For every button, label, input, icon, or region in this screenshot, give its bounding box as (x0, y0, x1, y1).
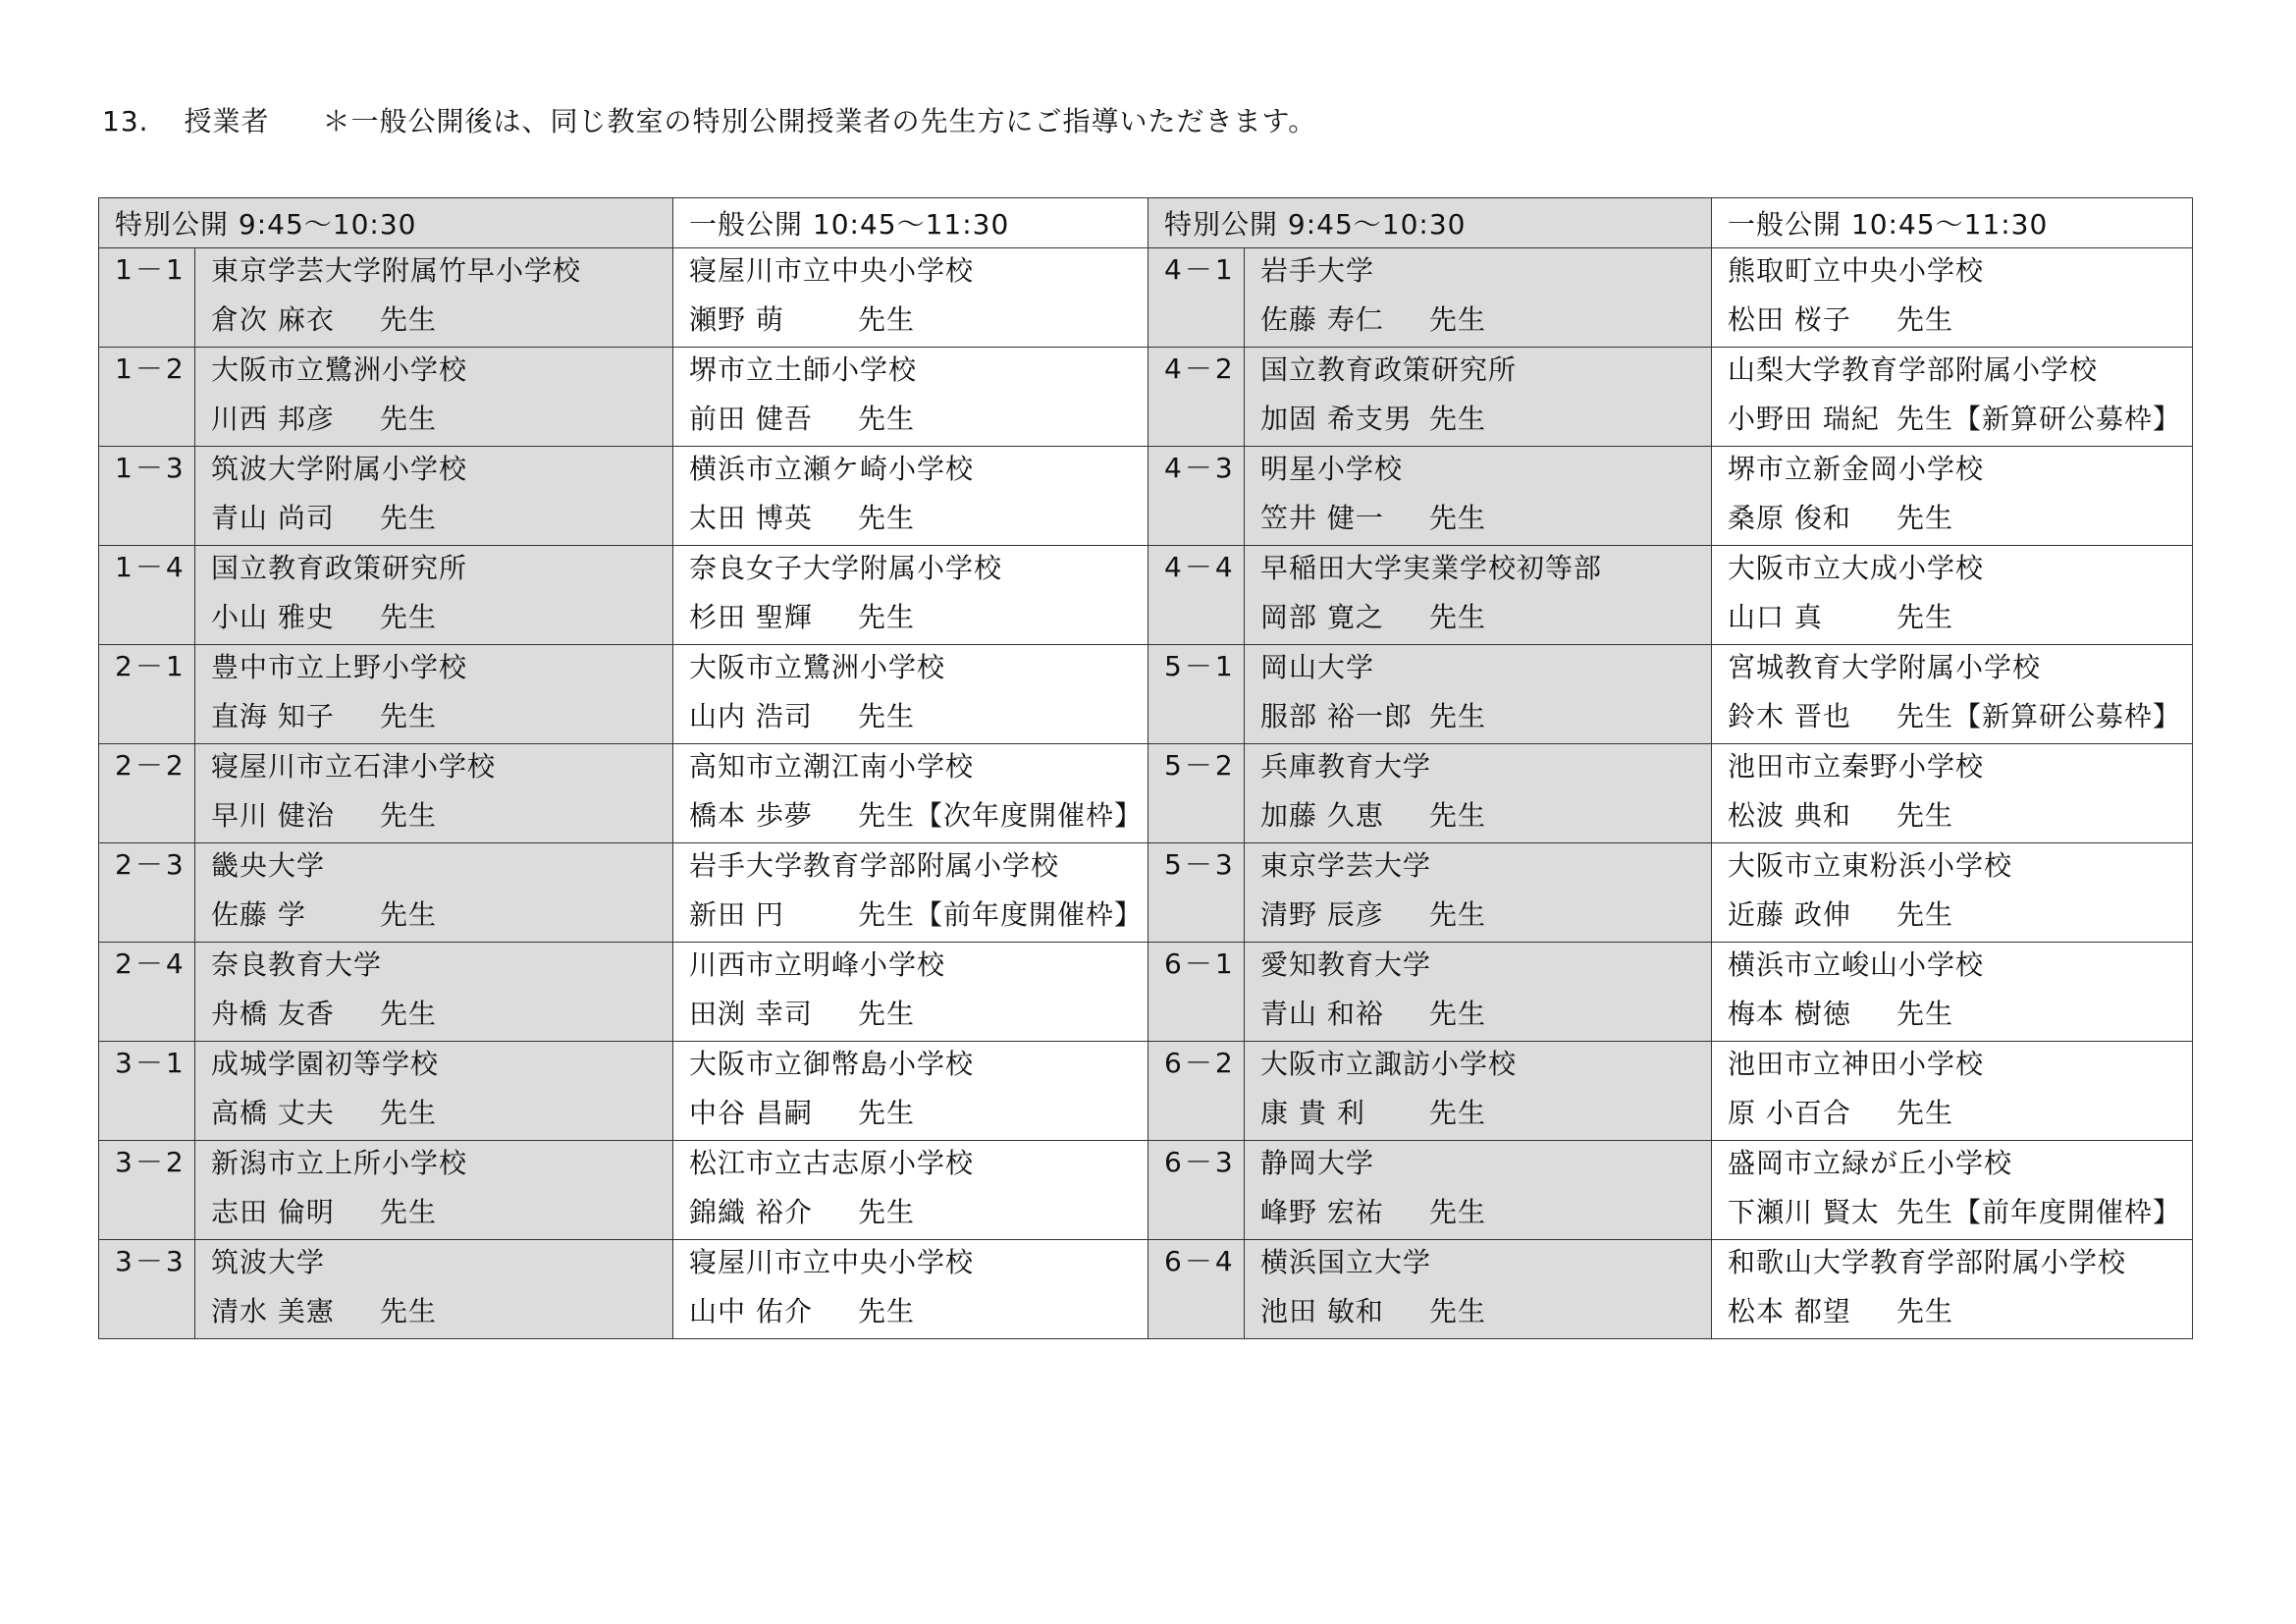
special-cell (1245, 1042, 1712, 1141)
teacher-line (689, 494, 1148, 543)
teacher-name: 直海 知子 (211, 700, 335, 732)
special-cell (1245, 843, 1712, 943)
teacher-line (211, 1089, 672, 1138)
teacher-name: 杉田 聖輝 (689, 601, 813, 633)
school-name: 畿央大学 (211, 849, 326, 882)
teacher-line (1260, 494, 1711, 543)
teacher-suffix: 先生 (1429, 700, 1487, 732)
teacher-suffix: 先生 (380, 1295, 438, 1327)
teacher-suffix: 先生【新算研公募枠】 (1896, 700, 2182, 732)
teacher-suffix: 先生 (380, 403, 438, 435)
school-name: 横浜国立大学 (1260, 1246, 1432, 1278)
teacher-line (1728, 990, 2192, 1039)
teacher-name: 田渕 幸司 (689, 998, 813, 1030)
special-cell (195, 447, 673, 546)
teacher-suffix: 先生 (380, 1196, 438, 1228)
special-cell (195, 744, 673, 843)
teacher-line (211, 1188, 672, 1237)
teacher-name: 新田 円 (689, 898, 784, 931)
teacher-line (689, 1188, 1148, 1237)
teacher-line (1728, 1287, 2192, 1336)
school-name: 豊中市立上野小学校 (211, 651, 468, 683)
special-cell (195, 645, 673, 744)
school-name: 東京学芸大学 (1260, 849, 1432, 882)
teacher-suffix: 先生 (380, 898, 438, 931)
teacher-name: 服部 裕一郎 (1260, 700, 1413, 732)
teacher-name: 山中 佑介 (689, 1295, 813, 1327)
table-row (99, 1141, 2193, 1240)
general-cell (1712, 943, 2193, 1042)
class-code: 3－3 (99, 1240, 195, 1339)
teacher-name: 太田 博英 (689, 502, 813, 534)
school-name: 筑波大学附属小学校 (211, 453, 468, 485)
general-cell (673, 645, 1148, 744)
school-name: 堺市立土師小学校 (689, 353, 918, 386)
general-cell (673, 447, 1148, 546)
teacher-name: 加固 希支男 (1260, 403, 1413, 435)
teacher-name: 桑原 俊和 (1728, 502, 1851, 534)
teacher-suffix: 先生 (380, 601, 438, 633)
special-cell (1245, 943, 1712, 1042)
teacher-line (689, 791, 1148, 840)
header-general-right: 一般公開 10:45～11:30 (1712, 198, 2193, 248)
teacher-suffix: 先生 (380, 700, 438, 732)
school-name: 宮城教育大学附属小学校 (1728, 651, 2042, 683)
class-code: 5－3 (1148, 843, 1245, 943)
teacher-line (1260, 1188, 1711, 1237)
school-name: 大阪市立御幣島小学校 (689, 1048, 975, 1080)
table-row (99, 943, 2193, 1042)
school-name: 横浜市立瀬ケ崎小学校 (689, 453, 975, 485)
school-name: 寝屋川市立中央小学校 (689, 1246, 975, 1278)
teacher-line (689, 692, 1148, 741)
teacher-suffix: 先生 (1429, 601, 1487, 633)
class-code: 5－1 (1148, 645, 1245, 744)
teacher-name: 松本 都望 (1728, 1295, 1851, 1327)
general-cell (673, 546, 1148, 645)
general-cell (1712, 645, 2193, 744)
teacher-line (1260, 593, 1711, 642)
table-row (99, 1240, 2193, 1339)
school-name: 奈良教育大学 (211, 948, 383, 981)
class-code: 2－4 (99, 943, 195, 1042)
teacher-name: 佐藤 寿仁 (1260, 303, 1384, 336)
general-cell (1712, 1141, 2193, 1240)
school-name: 川西市立明峰小学校 (689, 948, 946, 981)
teacher-suffix: 先生 (1429, 502, 1487, 534)
teacher-line (211, 791, 672, 840)
section-title: 授業者 (184, 105, 270, 137)
general-cell (1712, 1240, 2193, 1339)
teacher-suffix: 先生 (1896, 1097, 1954, 1129)
teacher-name: 小野田 瑞紀 (1728, 403, 1880, 435)
teacher-line (689, 1089, 1148, 1138)
teacher-suffix: 先生 (380, 303, 438, 336)
school-name: 大阪市立東粉浜小学校 (1728, 849, 2013, 882)
table-header-row (99, 198, 2193, 248)
school-name: 早稲田大学実業学校初等部 (1260, 552, 1603, 584)
school-name: 兵庫教育大学 (1260, 750, 1432, 783)
class-code: 5－2 (1148, 744, 1245, 843)
school-name: 静岡大学 (1260, 1147, 1375, 1179)
teacher-suffix: 先生 (858, 1196, 916, 1228)
teacher-line (1260, 395, 1711, 444)
special-cell (195, 1042, 673, 1141)
teacher-line (211, 891, 672, 940)
teacher-name: 原 小百合 (1728, 1097, 1851, 1129)
general-cell (1712, 348, 2193, 447)
general-cell (1712, 546, 2193, 645)
teacher-line (1728, 1188, 2192, 1237)
general-cell (1712, 447, 2193, 546)
table-row (99, 645, 2193, 744)
header-special-left: 特別公開 9:45～10:30 (99, 198, 673, 248)
teacher-suffix: 先生 (858, 1097, 916, 1129)
teacher-name: 康 貴 利 (1260, 1097, 1365, 1129)
teacher-name: 舟橋 友香 (211, 998, 335, 1030)
header-general-left: 一般公開 10:45～11:30 (673, 198, 1148, 248)
teacher-suffix: 先生 (1429, 799, 1487, 832)
special-cell (195, 943, 673, 1042)
teacher-line (1260, 791, 1711, 840)
table-row (99, 1042, 2193, 1141)
class-code: 6－2 (1148, 1042, 1245, 1141)
teacher-name: 青山 和裕 (1260, 998, 1384, 1030)
teacher-schedule-table (98, 197, 2193, 1339)
class-code: 4－1 (1148, 248, 1245, 348)
general-cell (673, 744, 1148, 843)
school-name: 明星小学校 (1260, 453, 1404, 485)
teacher-line (689, 296, 1148, 345)
special-cell (1245, 447, 1712, 546)
teacher-suffix: 先生 (1429, 303, 1487, 336)
school-name: 山梨大学教育学部附属小学校 (1728, 353, 2099, 386)
teacher-suffix: 先生 (858, 403, 916, 435)
teacher-suffix: 先生 (380, 502, 438, 534)
school-name: 盛岡市立緑が丘小学校 (1728, 1147, 2013, 1179)
teacher-line (1728, 494, 2192, 543)
class-code: 1－3 (99, 447, 195, 546)
class-code: 2－2 (99, 744, 195, 843)
teacher-name: 清水 美憲 (211, 1295, 335, 1327)
special-cell (195, 546, 673, 645)
special-cell (1245, 645, 1712, 744)
teacher-name: 池田 敏和 (1260, 1295, 1384, 1327)
teacher-line (211, 692, 672, 741)
class-code: 1－2 (99, 348, 195, 447)
teacher-line (1728, 1089, 2192, 1138)
teacher-name: 小山 雅史 (211, 601, 335, 633)
class-code: 1－4 (99, 546, 195, 645)
teacher-line (1728, 593, 2192, 642)
special-cell (1245, 744, 1712, 843)
school-name: 大阪市立鷺洲小学校 (689, 651, 946, 683)
teacher-name: 笠井 健一 (1260, 502, 1384, 534)
teacher-name: 中谷 昌嗣 (689, 1097, 813, 1129)
special-cell (195, 1240, 673, 1339)
teacher-suffix: 先生 (1429, 1196, 1487, 1228)
school-name: 国立教育政策研究所 (211, 552, 468, 584)
teacher-line (211, 395, 672, 444)
general-cell (673, 1240, 1148, 1339)
teacher-name: 志田 倫明 (211, 1196, 335, 1228)
general-cell (1712, 248, 2193, 348)
teacher-suffix: 先生 (1896, 799, 1954, 832)
teacher-suffix: 先生 (858, 303, 916, 336)
teacher-line (211, 990, 672, 1039)
teacher-suffix: 先生【次年度開催枠】 (858, 799, 1144, 832)
teacher-name: 高橋 丈夫 (211, 1097, 335, 1129)
teacher-line (1260, 990, 1711, 1039)
teacher-suffix: 先生【前年度開催枠】 (1896, 1196, 2182, 1228)
teacher-name: 橋本 歩夢 (689, 799, 813, 832)
school-name: 筑波大学 (211, 1246, 326, 1278)
class-code: 3－2 (99, 1141, 195, 1240)
teacher-line (1728, 296, 2192, 345)
school-name: 和歌山大学教育学部附属小学校 (1728, 1246, 2127, 1278)
school-name: 松江市立古志原小学校 (689, 1147, 975, 1179)
teacher-line (689, 891, 1148, 940)
school-name: 愛知教育大学 (1260, 948, 1432, 981)
school-name: 池田市立秦野小学校 (1728, 750, 1985, 783)
class-code: 4－3 (1148, 447, 1245, 546)
teacher-suffix: 先生 (380, 1097, 438, 1129)
teacher-name: 青山 尚司 (211, 502, 335, 534)
teacher-name: 瀬野 萌 (689, 303, 784, 336)
school-name: 熊取町立中央小学校 (1728, 254, 1985, 287)
teacher-name: 峰野 宏祐 (1260, 1196, 1384, 1228)
teacher-line (1260, 296, 1711, 345)
school-name: 岡山大学 (1260, 651, 1375, 683)
school-name: 寝屋川市立中央小学校 (689, 254, 975, 287)
class-code: 6－4 (1148, 1240, 1245, 1339)
school-name: 岩手大学教育学部附属小学校 (689, 849, 1060, 882)
section-heading (102, 102, 1316, 141)
teacher-name: 松田 桜子 (1728, 303, 1851, 336)
class-code: 2－3 (99, 843, 195, 943)
teacher-suffix: 先生【新算研公募枠】 (1896, 403, 2182, 435)
teacher-suffix: 先生 (1429, 998, 1487, 1030)
school-name: 岩手大学 (1260, 254, 1375, 287)
teacher-line (1260, 1287, 1711, 1336)
table-row (99, 843, 2193, 943)
teacher-suffix: 先生 (380, 799, 438, 832)
general-cell (673, 1141, 1148, 1240)
header-special-right: 特別公開 9:45～10:30 (1148, 198, 1712, 248)
class-code: 6－3 (1148, 1141, 1245, 1240)
school-name: 新潟市立上所小学校 (211, 1147, 468, 1179)
teacher-line (689, 1287, 1148, 1336)
school-name: 奈良女子大学附属小学校 (689, 552, 1003, 584)
special-cell (195, 348, 673, 447)
teacher-line (211, 593, 672, 642)
teacher-line (211, 1287, 672, 1336)
school-name: 堺市立新金岡小学校 (1728, 453, 1985, 485)
teacher-name: 前田 健吾 (689, 403, 813, 435)
teacher-name: 早川 健治 (211, 799, 335, 832)
special-cell (1245, 248, 1712, 348)
teacher-name: 清野 辰彦 (1260, 898, 1384, 931)
class-code: 4－2 (1148, 348, 1245, 447)
general-cell (673, 248, 1148, 348)
teacher-line (689, 593, 1148, 642)
table-row (99, 348, 2193, 447)
teacher-line (1728, 891, 2192, 940)
school-name: 東京学芸大学附属竹早小学校 (211, 254, 582, 287)
teacher-line (1728, 692, 2192, 741)
teacher-line (689, 395, 1148, 444)
teacher-name: 近藤 政伸 (1728, 898, 1851, 931)
teacher-suffix: 先生 (1896, 303, 1954, 336)
teacher-line (1260, 692, 1711, 741)
general-cell (673, 943, 1148, 1042)
general-cell (673, 843, 1148, 943)
teacher-line (1728, 395, 2192, 444)
teacher-suffix: 先生 (858, 502, 916, 534)
teacher-name: 加藤 久恵 (1260, 799, 1384, 832)
special-cell (1245, 1240, 1712, 1339)
teacher-line (1260, 891, 1711, 940)
teacher-suffix: 先生 (1429, 1295, 1487, 1327)
table-row (99, 744, 2193, 843)
table-row (99, 248, 2193, 348)
teacher-name: 山内 浩司 (689, 700, 813, 732)
teacher-suffix: 先生 (1896, 998, 1954, 1030)
special-cell (195, 843, 673, 943)
general-cell (673, 348, 1148, 447)
teacher-name: 川西 邦彦 (211, 403, 335, 435)
school-name: 大阪市立鷺洲小学校 (211, 353, 468, 386)
special-cell (195, 248, 673, 348)
class-code: 1－1 (99, 248, 195, 348)
school-name: 寝屋川市立石津小学校 (211, 750, 497, 783)
general-cell (1712, 1042, 2193, 1141)
school-name: 国立教育政策研究所 (1260, 353, 1518, 386)
general-cell (673, 1042, 1148, 1141)
teacher-name: 下瀬川 賢太 (1728, 1196, 1880, 1228)
teacher-suffix: 先生 (1896, 502, 1954, 534)
section-note: ＊一般公開後は、同じ教室の特別公開授業者の先生方にご指導いただきます。 (322, 105, 1317, 137)
school-name: 成城学園初等学校 (211, 1048, 440, 1080)
teacher-name: 山口 真 (1728, 601, 1823, 633)
school-name: 大阪市立諏訪小学校 (1260, 1048, 1518, 1080)
table-row (99, 447, 2193, 546)
table-body (99, 248, 2193, 1339)
teacher-name: 梅本 樹徳 (1728, 998, 1851, 1030)
special-cell (1245, 348, 1712, 447)
teacher-suffix: 先生 (1429, 1097, 1487, 1129)
table-row (99, 546, 2193, 645)
special-cell (195, 1141, 673, 1240)
school-name: 池田市立神田小学校 (1728, 1048, 1985, 1080)
class-code: 6－1 (1148, 943, 1245, 1042)
teacher-name: 松波 典和 (1728, 799, 1851, 832)
school-name: 横浜市立峻山小学校 (1728, 948, 1985, 981)
special-cell (1245, 1141, 1712, 1240)
teacher-line (689, 990, 1148, 1039)
teacher-name: 岡部 寛之 (1260, 601, 1384, 633)
teacher-suffix: 先生 (1896, 898, 1954, 931)
general-cell (1712, 744, 2193, 843)
teacher-suffix: 先生【前年度開催枠】 (858, 898, 1144, 931)
teacher-suffix: 先生 (1429, 403, 1487, 435)
class-code: 3－1 (99, 1042, 195, 1141)
teacher-line (1260, 1089, 1711, 1138)
teacher-suffix: 先生 (858, 998, 916, 1030)
teacher-name: 錦織 裕介 (689, 1196, 813, 1228)
school-name: 高知市立潮江南小学校 (689, 750, 975, 783)
teacher-suffix: 先生 (1429, 898, 1487, 931)
teacher-suffix: 先生 (1896, 601, 1954, 633)
teacher-name: 佐藤 学 (211, 898, 306, 931)
class-code: 2－1 (99, 645, 195, 744)
teacher-suffix: 先生 (858, 700, 916, 732)
teacher-line (1728, 791, 2192, 840)
teacher-line (211, 296, 672, 345)
teacher-suffix: 先生 (1896, 1295, 1954, 1327)
teacher-name: 倉次 麻衣 (211, 303, 335, 336)
school-name: 大阪市立大成小学校 (1728, 552, 1985, 584)
section-number: 13. (102, 105, 149, 137)
special-cell (1245, 546, 1712, 645)
general-cell (1712, 843, 2193, 943)
teacher-suffix: 先生 (858, 1295, 916, 1327)
teacher-name: 鈴木 晋也 (1728, 700, 1851, 732)
teacher-line (211, 494, 672, 543)
teacher-suffix: 先生 (380, 998, 438, 1030)
teacher-suffix: 先生 (858, 601, 916, 633)
class-code: 4－4 (1148, 546, 1245, 645)
